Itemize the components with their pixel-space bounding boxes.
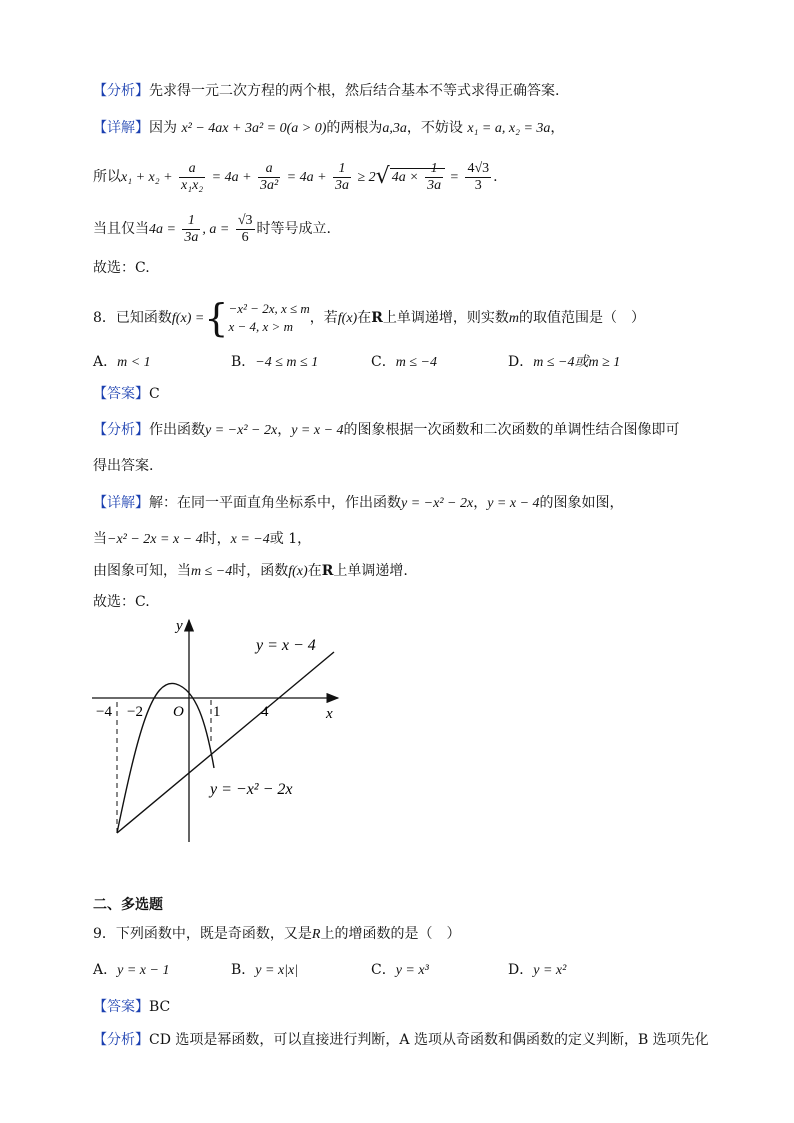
detail-mid2: ，不妨设 (406, 120, 463, 136)
when-b: 时， (202, 531, 231, 547)
when-a: 当 (93, 531, 107, 547)
q9-stem (93, 924, 460, 945)
q8-mid: ，若 (309, 310, 338, 326)
assumption: x₁ = a, x₂ = 3a (467, 121, 551, 136)
eq-cond-end: 时等号成立. (256, 221, 331, 237)
q8-end: 的取值范围是（ ） (518, 310, 645, 326)
q8-option-d: D．m ≤ −4或m ≥ 1 (508, 354, 621, 370)
analysis-text: 先求得一元二次方程的两个根，然后结合基本不等式求得正确答案. (149, 83, 560, 99)
q7-equality-condition (93, 212, 331, 247)
piecewise (228, 300, 309, 336)
fn-linear: y = x − 4 (291, 423, 344, 438)
line-label: y = x − 4 (256, 637, 316, 654)
analysis-tag: 【分析】 (93, 1032, 149, 1048)
analysis-text: CD 选项是幂函数，可以直接进行判断，A 选项从奇函数和偶函数的定义判断，B 选项先化 (149, 1032, 709, 1048)
detail-mid: 的两根为 (326, 120, 383, 136)
fraction-6: $\frac{1}{3a}$ (184, 212, 199, 245)
q8-fx: f(x) (337, 311, 358, 326)
line-graph (117, 652, 334, 833)
q9-stem-a: 9．下列函数中，既是奇函数，又是 (93, 926, 312, 942)
analysis-b: ， (277, 422, 292, 438)
when-c: 或 1， (269, 531, 312, 547)
answer-value: BC (149, 999, 171, 1015)
graph-d: 上单调递增. (333, 563, 408, 579)
answer-tag: 【答案】 (93, 999, 149, 1015)
tick-1: 1 (213, 704, 221, 720)
detail-a: 解：在同一平面直角坐标系中，作出函数 (149, 495, 401, 511)
y-axis-label: y (176, 618, 183, 634)
answer-value: C (149, 386, 160, 402)
graph-fx: f(x) (288, 564, 308, 579)
so-end: . (493, 169, 498, 185)
q8-intersection (93, 529, 311, 550)
tick-4: 4 (261, 704, 269, 720)
analysis-tag: 【分析】 (93, 422, 149, 438)
tick-neg4: −4 (96, 704, 112, 720)
q8-m: m (508, 311, 519, 326)
fn-quadratic: y = −x² − 2x (401, 496, 474, 511)
detail-prefix: 因为 (149, 120, 177, 136)
graph-cond: m ≤ −4 (191, 564, 233, 579)
q8-option-a: A．m < 1 (93, 354, 151, 370)
analysis-tag: 【分析】 (93, 83, 149, 99)
q8-prefix: 8．已知函数 (93, 310, 172, 326)
q9-option-c: C．y = x³ (371, 962, 429, 978)
detail-tag: 【详解】 (93, 120, 149, 136)
quadratic-equation: x² − 4ax + 3a² = 0(a > 0) (181, 121, 327, 136)
detail-tag: 【详解】 (93, 495, 149, 511)
fraction-1: $\frac{a}{\text{x₁x₂}}$ (181, 160, 204, 193)
answer-tag: 【答案】 (93, 386, 149, 402)
graph-a: 由图象可知，当 (93, 563, 191, 579)
parabola-label: y = −x² − 2x (210, 781, 293, 798)
q9-analysis (93, 1030, 709, 1050)
origin-label: O (173, 704, 184, 720)
fraction-3: $\frac{1}{3a}$ (335, 160, 350, 193)
piece-2: x − 4, x > m (228, 319, 293, 334)
sqrt-icon: √ (375, 164, 390, 189)
section-title: 二、多选题 (93, 897, 163, 913)
q7-analysis (93, 81, 559, 101)
when-eq: −x² − 2x = x − 4 (107, 532, 203, 547)
q9-option-b: B．y = x|x| (231, 962, 299, 978)
q8-analysis-cont: 得出答案. (93, 458, 154, 474)
q8-analysis (93, 420, 680, 441)
sqrt-a: 4a × (391, 170, 419, 185)
q7-inequality (93, 160, 498, 195)
q8-mid3: 上单调递增，则实数 (382, 310, 509, 326)
q9-R: R (311, 927, 321, 942)
equals-1: = 4a + (211, 170, 252, 185)
sqrt-content (390, 160, 445, 193)
q8-R: R (371, 310, 383, 326)
tick-neg2: −2 (127, 704, 143, 720)
sum-lhs: x₁ + x₂ + (121, 170, 173, 185)
fraction-4: $\frac{1}{3a}$ (427, 160, 442, 193)
so-prefix: 所以 (93, 169, 121, 185)
q9-stem-b: 上的增函数的是（ ） (320, 926, 461, 942)
q9-option-d: D．y = x² (508, 962, 567, 978)
q7-choose: 故选：C. (93, 260, 150, 276)
q8-conclusion (93, 561, 408, 582)
q8-choose: 故选：C. (93, 594, 150, 610)
analysis-a: 作出函数 (149, 422, 205, 438)
q8-mid2: 在 (357, 310, 372, 326)
eq-cond-prefix: 当且仅当 (93, 221, 149, 237)
equals-2: = 4a + (286, 170, 327, 185)
fn-quadratic: y = −x² − 2x (205, 423, 278, 438)
q9-option-a: A．y = x − 1 (93, 962, 170, 978)
fraction-5: $\frac{4√3}{3}$ (467, 160, 490, 193)
detail-end: ， (550, 120, 565, 136)
cond-a: 4a = (149, 222, 176, 237)
fraction-2: $\frac{a}{\text{3a²}}$ (260, 160, 279, 193)
equals-3: = (449, 170, 459, 185)
ge-sign: ≥ 2 (357, 170, 376, 185)
roots: a,3a (382, 121, 407, 136)
graph-R: R (321, 563, 334, 579)
detail-b: ， (473, 495, 488, 511)
cond-b: , a = (202, 222, 230, 237)
q9-answer (93, 997, 170, 1017)
fn-linear: y = x − 4 (487, 496, 540, 511)
fraction-7: $\frac{√3}{6}$ (237, 212, 253, 245)
piece-1: −x² − 2x, x ≤ m (228, 301, 310, 316)
analysis-c: 的图象根据一次函数和二次函数的单调性结合图像即可 (343, 422, 680, 438)
q8-detail (93, 493, 624, 514)
detail-c: 的图象如图， (539, 495, 624, 511)
q8-option-b: B．−4 ≤ m ≤ 1 (231, 354, 319, 370)
function-graph (80, 612, 380, 852)
x-axis-label: x (326, 706, 333, 722)
q8-func: f(x) = (171, 311, 205, 326)
q8-option-c: C．m ≤ −4 (371, 354, 437, 370)
q8-stem (93, 296, 645, 340)
graph-b: 时，函数 (232, 563, 289, 579)
brace-icon: { (204, 296, 229, 340)
q8-answer (93, 384, 160, 404)
q7-detail (93, 118, 564, 139)
when-res: x = −4 (230, 532, 270, 547)
graph-c: 在 (307, 563, 322, 579)
